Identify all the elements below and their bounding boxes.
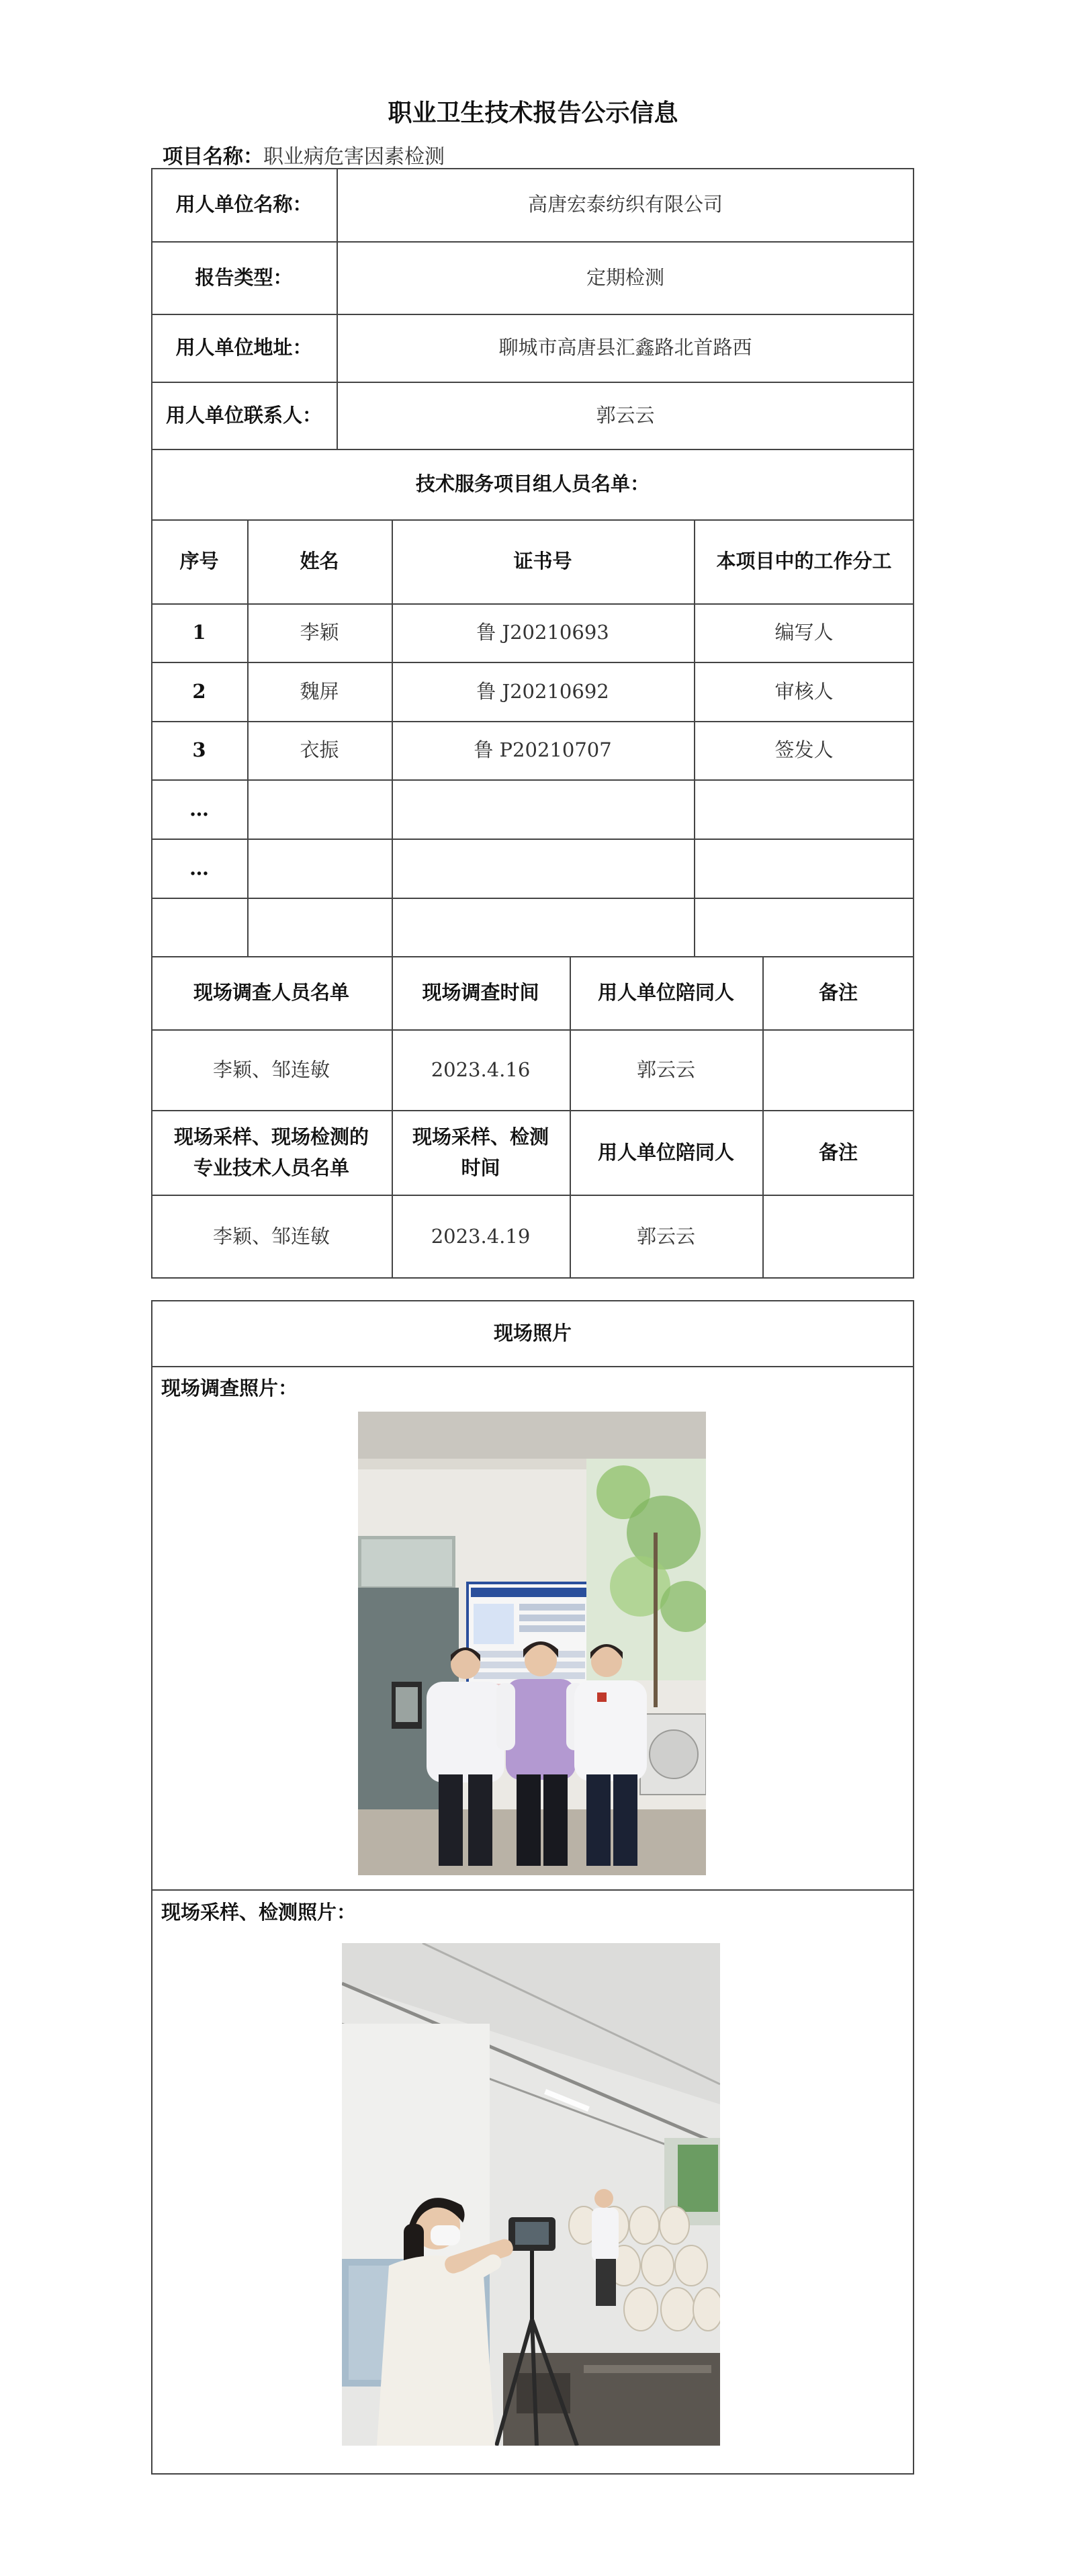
team-no: 2 (192, 679, 206, 703)
report-type-value: 定期检测 (586, 265, 664, 289)
project-name-label: 项目名称： (163, 145, 263, 169)
sampling-header-escort: 用人单位陪同人 (597, 1140, 734, 1164)
company-address-label: 用人单位地址： (175, 336, 312, 359)
survey-time: 2023.4.16 (431, 1058, 531, 1081)
report-type-label: 报告类型： (195, 265, 293, 289)
team-cert (392, 779, 694, 839)
company-name-value: 高唐宏泰纺织有限公司 (527, 193, 723, 216)
team-role (694, 779, 914, 839)
team-role: 编写人 (774, 621, 834, 644)
sampling-header-note: 备注 (818, 1140, 858, 1164)
project-name (163, 140, 445, 169)
team-cert: 鲁 J20210693 (476, 621, 609, 644)
team-role (694, 898, 914, 956)
company-contact-label: 用人单位联系人： (165, 403, 322, 427)
sampling-photo-label: 现场采样、检测照片： (161, 1901, 357, 1924)
team-name (247, 839, 392, 898)
team-no: 1 (192, 621, 206, 644)
team-role (694, 839, 914, 898)
team-name (247, 898, 392, 956)
survey-escort: 郭云云 (636, 1058, 695, 1081)
team-cert (392, 839, 694, 898)
team-role: 签发人 (774, 738, 834, 762)
team-name: 魏屏 (300, 679, 339, 703)
survey-photo (358, 1412, 706, 1875)
survey-photo-label: 现场调查照片： (161, 1377, 298, 1400)
team-cert: 鲁 P20210707 (474, 738, 612, 762)
page-title: 职业卫生技术报告公示信息 (388, 99, 678, 127)
sampling-escort: 郭云云 (636, 1225, 695, 1248)
team-name: 衣振 (300, 738, 339, 762)
sampling-time: 2023.4.19 (431, 1225, 531, 1248)
sampling-photo (342, 1943, 720, 2446)
team-header-name: 姓名 (300, 550, 339, 573)
project-name-value: 职业病危害因素检测 (263, 145, 445, 169)
team-header-role: 本项目中的工作分工 (716, 550, 892, 573)
sampling-staff: 李颖、邹连敏 (212, 1225, 330, 1248)
team-no: … (189, 856, 209, 879)
survey-staff: 李颖、邹连敏 (212, 1058, 330, 1081)
company-name-label: 用人单位名称： (175, 193, 312, 216)
survey-note (762, 1029, 914, 1110)
team-no: … (189, 797, 209, 820)
team-heading: 技术服务项目组人员名单： (415, 472, 650, 496)
team-cert: 鲁 J20210692 (476, 679, 609, 703)
team-no (151, 898, 247, 956)
sampling-header-staff: 现场采样、现场检测的专业技术人员名单 (173, 1125, 369, 1179)
team-header-no: 序号 (179, 550, 219, 573)
survey-header-escort: 用人单位陪同人 (597, 981, 734, 1004)
survey-header-time: 现场调查时间 (422, 981, 539, 1004)
company-contact-value: 郭云云 (596, 403, 655, 427)
team-role: 审核人 (774, 679, 834, 703)
team-name: 李颖 (300, 621, 339, 644)
team-header-cert: 证书号 (513, 550, 572, 573)
survey-header-note: 备注 (818, 981, 858, 1004)
team-no: 3 (192, 738, 206, 762)
team-name (247, 779, 392, 839)
sampling-header-time: 现场采样、检测时间 (412, 1125, 549, 1179)
survey-header-staff: 现场调查人员名单 (193, 981, 349, 1004)
sampling-note (762, 1195, 914, 1279)
company-address-value: 聊城市高唐县汇鑫路北首路西 (498, 336, 752, 359)
team-cert (392, 898, 694, 956)
photos-heading: 现场照片 (493, 1321, 572, 1344)
